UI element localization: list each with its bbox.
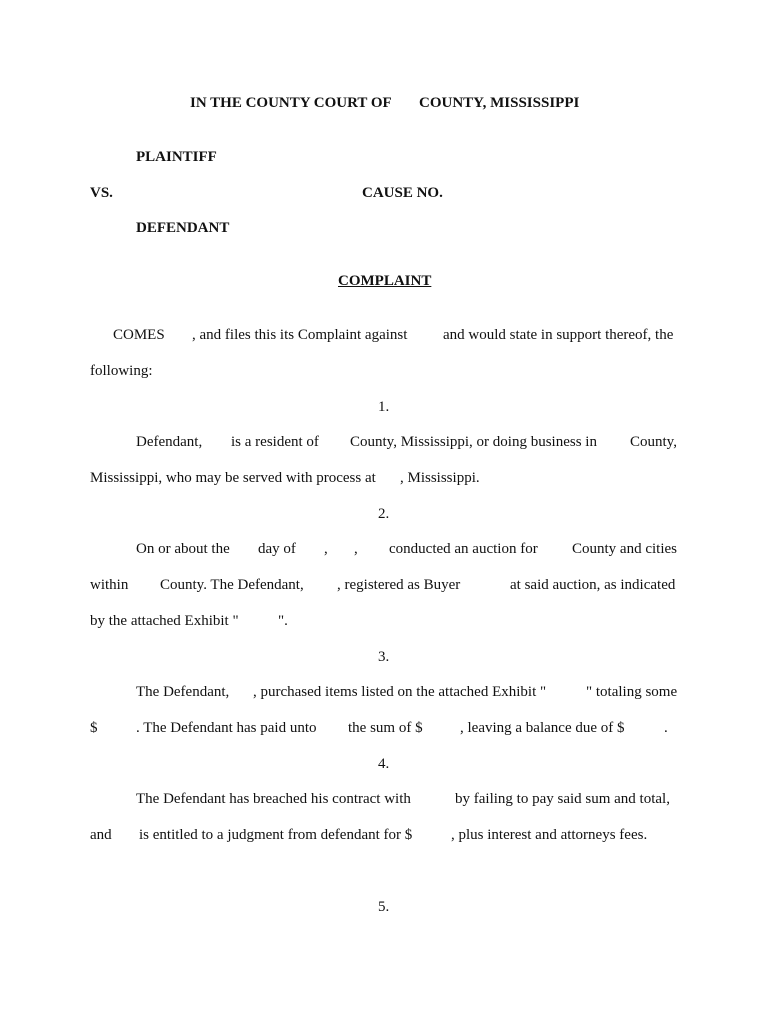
p2-text: County. The Defendant, <box>160 577 304 593</box>
court-heading-left: IN THE COUNTY COURT OF <box>190 95 392 111</box>
p3-text: The Defendant, <box>136 684 230 700</box>
p3-text: the sum of $ <box>348 720 423 736</box>
defendant-label: DEFENDANT <box>136 220 230 236</box>
p2-text: ". <box>278 613 288 629</box>
p1-text: County, <box>630 434 677 450</box>
p2-text: , <box>354 541 358 557</box>
p4-text: and <box>90 827 112 843</box>
p3-text: , purchased items listed on the attached Exhibit " <box>253 684 547 700</box>
paragraph-number-3: 3. <box>378 649 390 665</box>
paragraph-number-2: 2. <box>378 506 390 522</box>
court-heading-right: COUNTY, MISSISSIPPI <box>419 95 580 111</box>
paragraph-number-5: 5. <box>378 899 390 915</box>
p2-text: within <box>90 577 129 593</box>
document-title: COMPLAINT <box>338 273 432 289</box>
intro-files: , and files this its Complaint against <box>192 327 408 343</box>
p2-text: conducted an auction for <box>389 541 538 557</box>
intro-following: following: <box>90 363 153 379</box>
cause-number-label: CAUSE NO. <box>362 185 443 201</box>
p2-text: , <box>324 541 328 557</box>
p2-text: , registered as Buyer <box>337 577 461 593</box>
p1-text: is a resident of <box>231 434 319 450</box>
p2-text: County and cities <box>572 541 677 557</box>
p2-text: day of <box>258 541 296 557</box>
p4-text: The Defendant has breached his contract with <box>136 791 411 807</box>
p1-text: , Mississippi. <box>400 470 480 486</box>
p2-text: at said auction, as indicated <box>510 577 676 593</box>
intro-would-state: and would state in support thereof, the <box>443 327 674 343</box>
p4-text: by failing to pay said sum and total, <box>455 791 670 807</box>
p1-text: Defendant, <box>136 434 203 450</box>
p1-text: County, Mississippi, or doing business in <box>350 434 597 450</box>
p3-text: $ <box>90 720 98 736</box>
paragraph-number-1: 1. <box>378 399 390 415</box>
versus-label: VS. <box>90 185 113 201</box>
plaintiff-label: PLAINTIFF <box>136 149 217 165</box>
p3-text: . <box>664 720 668 736</box>
p3-text: , leaving a balance due of $ <box>460 720 625 736</box>
p3-text: . The Defendant has paid unto <box>136 720 317 736</box>
p1-text: Mississippi, who may be served with process at <box>90 470 376 486</box>
intro-comes: COMES <box>113 327 165 343</box>
p4-text: is entitled to a judgment from defendant for $ <box>139 827 413 843</box>
p4-text: , plus interest and attorneys fees. <box>451 827 648 843</box>
p3-text: " totaling some <box>586 684 678 700</box>
p2-text: by the attached Exhibit " <box>90 613 239 629</box>
paragraph-number-4: 4. <box>378 756 390 772</box>
p2-text: On or about the <box>136 541 230 557</box>
